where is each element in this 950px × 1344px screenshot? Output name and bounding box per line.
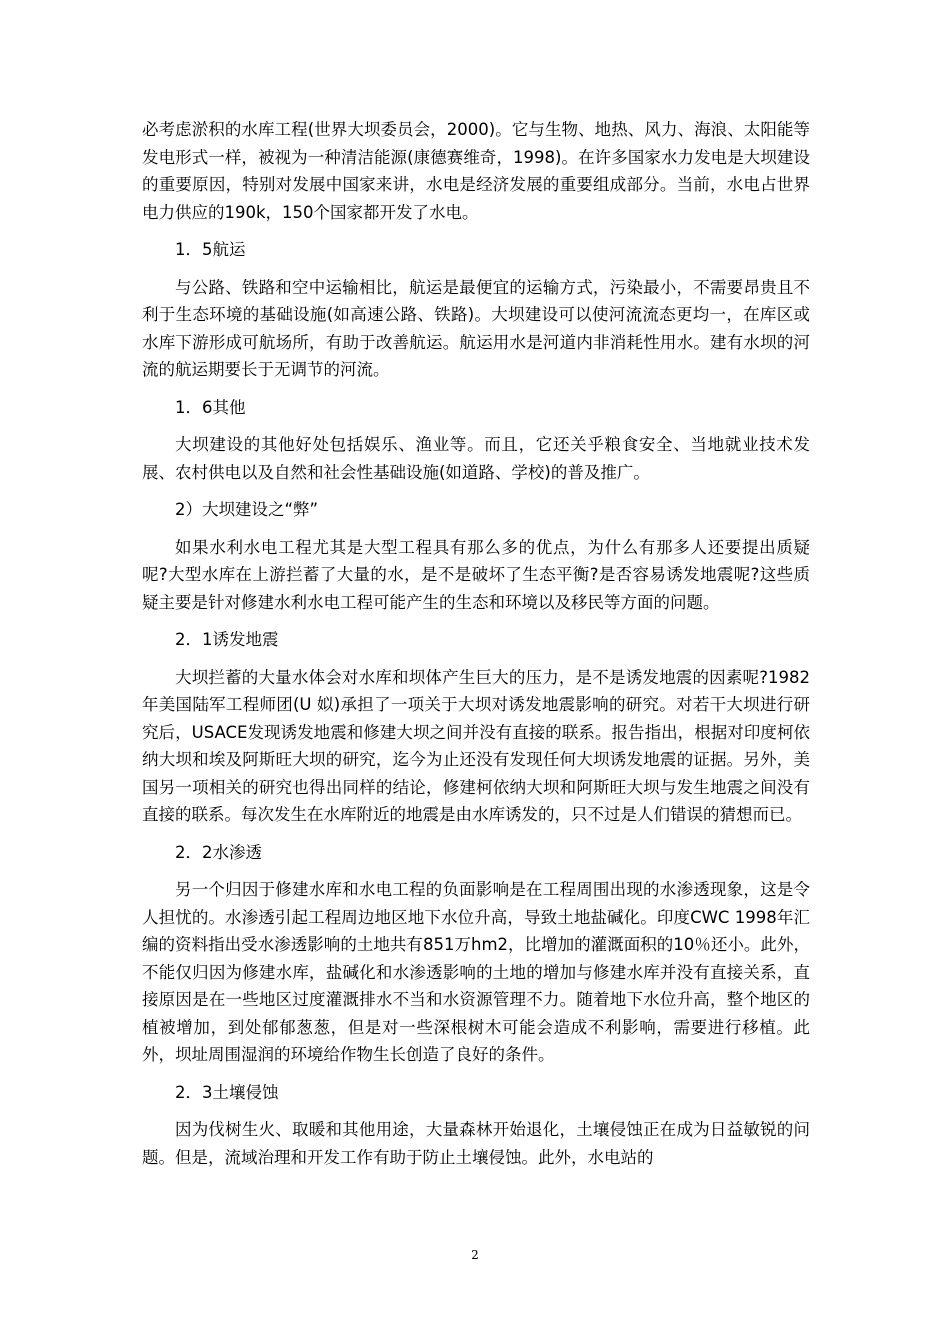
section-heading-2-1-earthquake: 2．1诱发地震 — [175, 630, 279, 649]
document-body — [142, 116, 810, 1181]
section-heading-1-5-shipping: 1．5航运 — [175, 240, 246, 259]
section-heading-2-3-soil-erosion: 2．3土壤侵蚀 — [175, 1082, 279, 1102]
paragraph-other-benefits: 大坝建设的其他好处包括娱乐、渔业等。而且，它还关乎粮食安全、当地就业技术发展、农村供电以及自然和社会性基础设施(如道路、学校)的普及推广。 — [142, 435, 810, 482]
paragraph-hydropower-clean-energy: 必考虑淤积的水库工程(世界大坝委员会，2000)。它与生物、地热、风力、海浪、太阳能等发电形式一样，被视为一种清洁能源(康德赛维奇，1998)。在许多国家水力发电是大坝建设的重要原因，特别对发展中国家来讲，水电是经济发展的重要组成部分。当前，水电占世界电力供应的190k，150个国家都开发了水电。 — [142, 120, 810, 222]
page-number: 2 — [471, 1248, 479, 1262]
paragraph-drawbacks-intro: 如果水利水电工程尤其是大型工程具有那么多的优点，为什么有那多人还要提出质疑呢?大型水库在上游拦蓄了大量的水，是不是破坏了生态平衡?是否容易诱发地震呢?这些质疑主要是针对修建水利水电工程可能产生的生态和环境以及移民等方面的问题。 — [142, 537, 810, 612]
paragraph-water-seepage: 另一个归因于修建水库和水电工程的负面影响是在工程周围出现的水渗透现象，这是令人担忧的。水渗透引起工程周边地区地下水位升高，导致土地盐碱化。印度CWC 1998年汇编的资料指出受水渗透影响的土地共有851万hm2，比增加的灌溉面积的10％还小。此外，不能仅归因为修建水库，盐碱化和水渗透影响的土地的增加与修建水库并没有直接关系，直接原因是在一些地区过度灌溉排水不当和水资源管理不力。随着地下水位升高，整个地区的植被增加，到处郁郁葱葱，但是对一些深根树木可能会造成不利影响，需要进行移植。此外，坝址周围湿润的环境给作物生长创造了良好的条件。 — [142, 880, 810, 1064]
paragraph-shipping: 与公路、铁路和空中运输相比，航运是最便宜的运输方式，污染最小，不需要昂贵且不利于生态环境的基础设施(如高速公路、铁路)。大坝建设可以使河流流态更均一，在库区或水库下游形成可航场所，有助于改善航运。航运用水是河道内非消耗性用水。建有水坝的河流的航运期要长于无调节的河流。 — [142, 277, 810, 379]
section-heading-2-drawbacks: 2）大坝建设之“弊” — [175, 500, 319, 519]
paragraph-soil-erosion: 因为伐树生火、取暖和其他用途，大量森林开始退化，土壤侵蚀正在成为日益敏锐的问题。但是，流域治理和开发工作有助于防止土壤侵蚀。此外，水电站的 — [142, 1120, 810, 1167]
section-heading-2-2-seepage: 2．2水渗透 — [175, 842, 262, 862]
section-heading-1-6-other: 1．6其他 — [175, 397, 246, 417]
paragraph-induced-earthquake: 大坝拦蓄的大量水体会对水库和坝体产生巨大的压力，是不是诱发地震的因素呢?1982年美国陆军工程师团(U 姒)承担了一项关于大坝对诱发地震影响的研究。对若干大坝进行研究后，USACE发现诱发地震和修建大坝之间并没有直接的联系。报告指出，根据对印度柯依纳大坝和埃及阿斯旺大坝的研究，迄今为止还没有发现任何大坝诱发地震的证据。另外，美国另一项相关的研究也得出同样的结论，修建柯依纳大坝和阿斯旺大坝与发生地震之间没有直接的联系。每次发生在水库附近的地震是由水库诱发的，只不过是人们错误的猜想而已。 — [142, 667, 810, 824]
